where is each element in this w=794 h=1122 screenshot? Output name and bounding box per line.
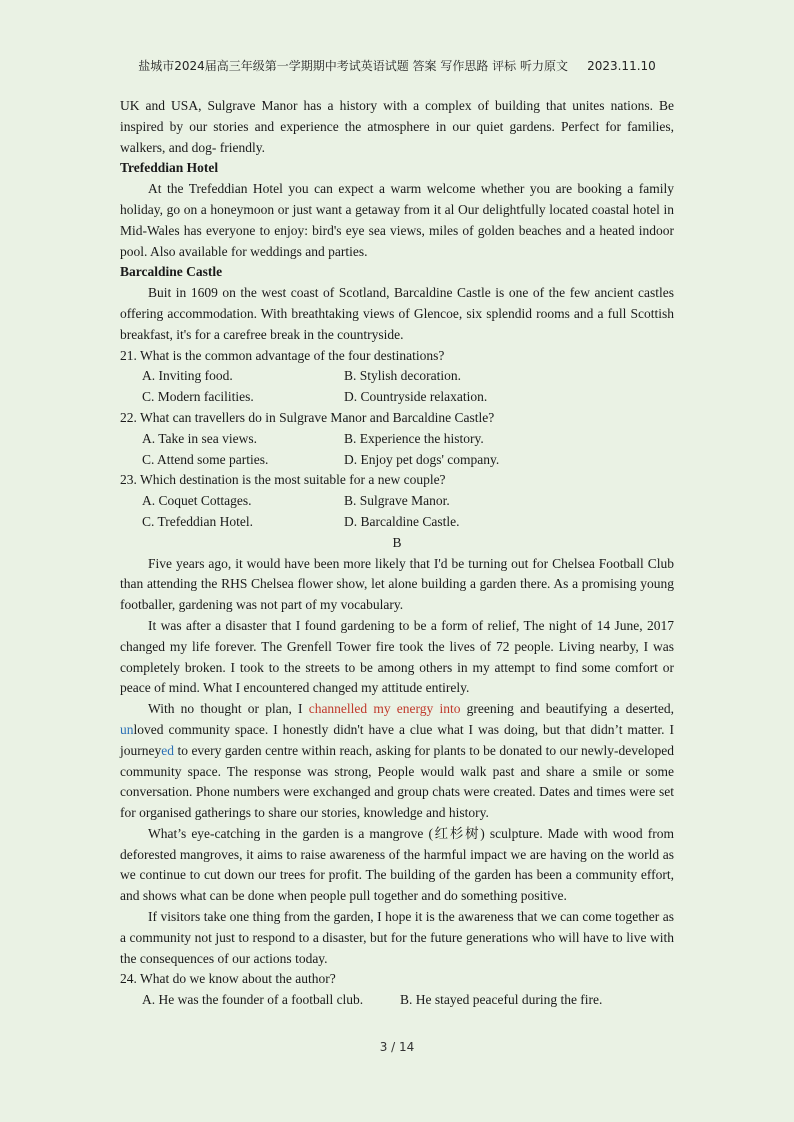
question-21: 21. What is the common advantage of the four destinations?	[120, 347, 445, 363]
passage-b-paragraph-3	[120, 699, 674, 824]
sulgrave-continued: UK and USA, Sulgrave Manor has a history with a complex of building that unites nations. Be inspired by our stories and experience the atmosphere in our quiet gardens. Perfect for families, walkers, and dog- friendly.	[120, 98, 674, 155]
text-run: loved community space. I honestly didn't have a clue what I was doing, but that didn’t matter. I journey	[120, 721, 674, 758]
question-23-options-row1	[120, 491, 674, 512]
document-body	[120, 96, 674, 1011]
question-21-options-row2	[120, 387, 674, 408]
highlighted-prefix: un	[120, 721, 134, 737]
question-23: 23. Which destination is the most suitable for a new couple?	[120, 472, 446, 488]
option: A. He was the founder of a football club.	[142, 992, 364, 1008]
barcaldine-heading: Barcaldine Castle	[120, 264, 223, 280]
highlighted-suffix: ed	[161, 742, 174, 758]
option: D. Countryside relaxation.	[344, 389, 488, 405]
question-24-options-row1	[120, 990, 674, 1011]
option: B. He stayed peaceful during the fire.	[400, 992, 603, 1008]
option: A. Coquet Cottages.	[142, 493, 252, 509]
passage-b-paragraph-5: If visitors take one thing from the garden, I hope it is the awareness that we can come together as a community not just to respond to a disaster, but for the future generations who will have to live with the consequences of our actions today.	[120, 909, 674, 966]
passage-b-paragraph-4: What’s eye-catching in the garden is a mangrove (红杉树) sculpture. Made with wood from deforested mangroves, it aims to raise awareness of the harmful impact we are having on the world as we continue to cut down our trees for profit. The building of the garden has been a community effort, and shows what can be done when people pull together and do something positive.	[120, 825, 674, 904]
question-22: 22. What can travellers do in Sulgrave Manor and Barcaldine Castle?	[120, 409, 495, 425]
passage-b-paragraph-1: Five years ago, it would have been more likely that I'd be turning out for Chelsea Football Club than attending the RHS Chelsea flower show, let alone building a garden there. As a promising young footballer, gardening was not part of my vocabulary.	[120, 555, 674, 613]
question-24: 24. What do we know about the author?	[120, 971, 336, 987]
text-run: greening and beautifying a deserted,	[460, 701, 674, 717]
text-run: With no thought or plan, I	[148, 701, 309, 717]
text-run: to every garden centre within reach, asking for plants to be donated to our newly-developed community space. The response was strong, People would walk past and share a smile or some conversation. Phone numbers were exchanged and group chats were created. Dates and times were set for organised gatherings to share our stories, knowledge and history.	[120, 742, 674, 821]
option: C. Attend some parties.	[142, 451, 269, 467]
header-title: 盐城市2024届高三年级第一学期期中考试英语试题 答案 写作思路 评标 听力原文	[138, 59, 568, 73]
barcaldine-paragraph: Buit in 1609 on the west coast of Scotland, Barcaldine Castle is one of the few ancient castles offering accommodation. With breathtaking views of Glencoe, six splendid rooms and a full Scottish breakfast, it's for a carefree break in the countryside.	[120, 285, 674, 342]
page-number: 3 / 14	[379, 1040, 415, 1054]
trefeddian-heading: Trefeddian Hotel	[120, 160, 219, 176]
section-b-label: B	[392, 534, 402, 550]
passage-b-paragraph-2: It was after a disaster that I found gardening to be a form of relief, The night of 14 June, 2017 changed my life forever. The Grenfell Tower fire took the lives of 72 people. Living nearby, I was completely broken. I took to the streets to be among others in my attempt to find some comfort or peace of mind. What I encountered changed my attitude entirely.	[120, 617, 674, 696]
page-header	[0, 57, 794, 74]
option: C. Trefeddian Hotel.	[142, 513, 253, 529]
question-22-options-row1	[120, 429, 674, 450]
option: B. Stylish decoration.	[344, 368, 461, 384]
option: B. Sulgrave Manor.	[344, 493, 450, 509]
trefeddian-paragraph: At the Trefeddian Hotel you can expect a warm welcome whether you are booking a family holiday, go on a honeymoon or just want a getaway from it al Our delightfully located coastal hotel in Mid-Wales has everyone to enjoy: bird's eye sea views, miles of golden beaches and a heated indoor pool. Also available for weddings and parties.	[120, 181, 674, 259]
question-21-options-row1	[120, 366, 674, 387]
question-23-options-row2	[120, 512, 674, 533]
option: C. Modern facilities.	[142, 389, 254, 405]
option: A. Take in sea views.	[142, 430, 258, 446]
option: B. Experience the history.	[344, 430, 484, 446]
option: D. Enjoy pet dogs' company.	[344, 451, 500, 467]
option: A. Inviting food.	[142, 368, 233, 384]
option: D. Barcaldine Castle.	[344, 513, 460, 529]
header-date: 2023.11.10	[587, 59, 656, 73]
highlighted-phrase: channelled my energy into	[308, 701, 461, 717]
question-22-options-row2	[120, 450, 674, 471]
